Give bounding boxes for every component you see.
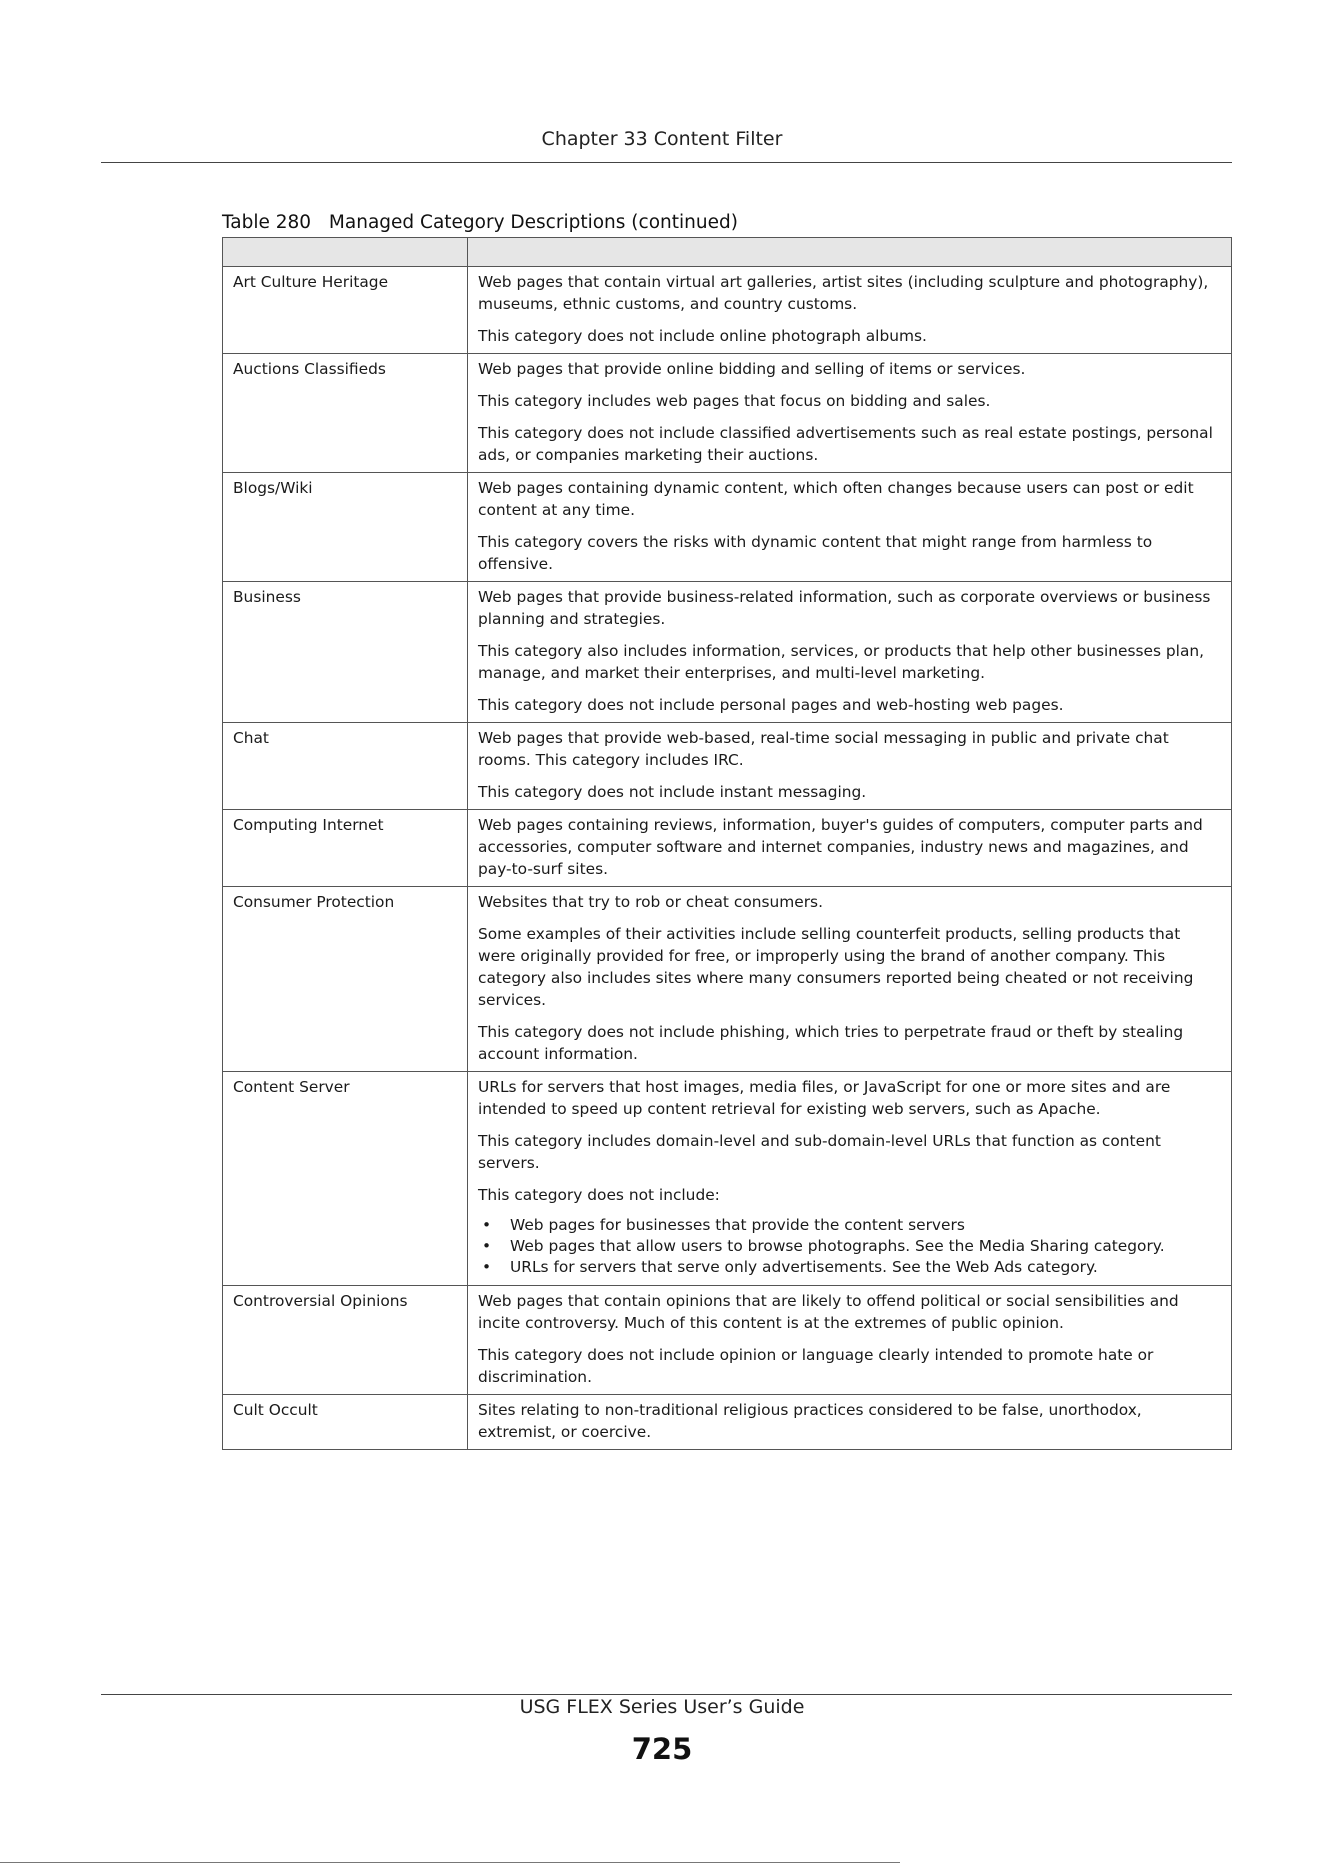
category-name: Chat xyxy=(223,723,468,810)
description-paragraph: Web pages containing dynamic content, which often changes because users can post or edit content at any time. xyxy=(478,479,1194,519)
description-paragraph: This category does not include phishing, which tries to perpetrate fraud or theft by stealing account information. xyxy=(478,1023,1184,1063)
description-paragraph: Web pages that provide business-related information, such as corporate overviews or business planning and strategies. xyxy=(478,588,1211,628)
category-name: Business xyxy=(223,582,468,723)
table-row xyxy=(223,582,1232,723)
table-header-row xyxy=(223,238,1232,267)
description-paragraph: Web pages that contain opinions that are likely to offend political or social sensibilities and incite controversy. Much of this content is at the extremes of public opinion. xyxy=(478,1292,1179,1332)
table-caption-title: Managed Category Descriptions (continued) xyxy=(328,212,738,233)
bullet-icon: • xyxy=(482,1216,492,1234)
description-paragraph: Web pages that contain virtual art galleries, artist sites (including sculpture and photography), museums, ethnic customs, and country customs. xyxy=(478,273,1209,313)
list-item-text: Web pages for businesses that provide the content servers xyxy=(510,1216,965,1234)
category-name: Blogs/Wiki xyxy=(223,473,468,582)
header-divider xyxy=(101,162,1232,163)
description-paragraph: This category does not include classified advertisements such as real estate postings, personal ads, or companies marketing their auctions. xyxy=(478,424,1213,464)
description-paragraph: Web pages that provide web-based, real-time social messaging in public and private chat rooms. This category includes IRC. xyxy=(478,729,1169,769)
table-row xyxy=(223,810,1232,887)
description-paragraph: This category does not include opinion or language clearly intended to promote hate or discrimination. xyxy=(478,1346,1154,1386)
list-item xyxy=(478,1237,1221,1256)
table-row xyxy=(223,473,1232,582)
page-number: 725 xyxy=(631,1732,693,1766)
table-row xyxy=(223,887,1232,1072)
page-edge-line xyxy=(0,1862,900,1863)
table-row xyxy=(223,1395,1232,1450)
table-row xyxy=(223,267,1232,354)
category-name: Art Culture Heritage xyxy=(223,267,468,354)
category-table xyxy=(222,237,1232,1450)
description-paragraph: This category does not include: xyxy=(478,1186,720,1204)
table-row xyxy=(223,723,1232,810)
description-paragraph: Web pages that provide online bidding and selling of items or services. xyxy=(478,360,1026,378)
table-caption-label: Table 280 xyxy=(222,212,312,233)
list-item-text: Web pages that allow users to browse photographs. See the Media Sharing category. xyxy=(510,1237,1165,1255)
description-paragraph: Sites relating to non-traditional religious practices considered to be false, unorthodox, extremist, or coercive. xyxy=(478,1401,1142,1441)
category-description xyxy=(468,1286,1232,1395)
bullet-icon: • xyxy=(482,1237,492,1255)
table-caption xyxy=(222,212,738,233)
description-paragraph: URLs for servers that host images, media files, or JavaScript for one or more sites and are intended to speed up content retrieval for existing web servers, such as Apache. xyxy=(478,1078,1171,1118)
description-paragraph: This category covers the risks with dynamic content that might range from harmless to offensive. xyxy=(478,533,1153,573)
category-description xyxy=(468,354,1232,473)
description-paragraph: This category does not include online photograph albums. xyxy=(478,327,927,345)
description-paragraph: This category does not include personal pages and web-hosting web pages. xyxy=(478,696,1064,714)
category-description xyxy=(468,1395,1232,1450)
description-paragraph: This category also includes information, services, or products that help other businesses plan, manage, and market their enterprises, and multi-level marketing. xyxy=(478,642,1205,682)
description-paragraph: This category includes domain-level and sub-domain-level URLs that function as content servers. xyxy=(478,1132,1161,1172)
category-description xyxy=(468,267,1232,354)
guide-title: USG FLEX Series User’s Guide xyxy=(519,1696,805,1718)
category-description xyxy=(468,810,1232,887)
description-paragraph: Some examples of their activities include selling counterfeit products, selling products that were originally provided for free, or improperly using the brand of another company. This category also includes sites where many consumers reported being cheated or not receiving services. xyxy=(478,925,1194,1009)
table-header-cell-description xyxy=(468,238,1232,267)
footer-divider xyxy=(101,1694,1232,1695)
category-description xyxy=(468,1072,1232,1286)
category-name: Auctions Classifieds xyxy=(223,354,468,473)
chapter-title: Chapter 33 Content Filter xyxy=(541,128,783,150)
list-item xyxy=(478,1258,1221,1277)
description-paragraph: This category does not include instant messaging. xyxy=(478,783,867,801)
category-description xyxy=(468,723,1232,810)
description-paragraph: Websites that try to rob or cheat consumers. xyxy=(478,893,823,911)
category-name: Consumer Protection xyxy=(223,887,468,1072)
bullet-icon: • xyxy=(482,1258,492,1276)
table-header-cell-label xyxy=(223,238,468,267)
list-item xyxy=(478,1216,1221,1235)
table-row xyxy=(223,354,1232,473)
category-table-wrapper xyxy=(222,237,1232,1450)
description-paragraph: Web pages containing reviews, information, buyer's guides of computers, computer parts and accessories, computer software and internet companies, industry news and magazines, and pay-to-surf sites. xyxy=(478,816,1203,878)
category-description xyxy=(468,887,1232,1072)
table-row xyxy=(223,1286,1232,1395)
category-description xyxy=(468,473,1232,582)
description-paragraph: This category includes web pages that focus on bidding and sales. xyxy=(478,392,991,410)
category-name: Computing Internet xyxy=(223,810,468,887)
list-item-text: URLs for servers that serve only advertisements. See the Web Ads category. xyxy=(510,1258,1098,1276)
category-description xyxy=(468,582,1232,723)
category-table-body xyxy=(223,238,1232,1450)
category-name: Content Server xyxy=(223,1072,468,1286)
table-row xyxy=(223,1072,1232,1286)
category-name: Cult Occult xyxy=(223,1395,468,1450)
exclusion-list xyxy=(478,1216,1221,1277)
category-name: Controversial Opinions xyxy=(223,1286,468,1395)
